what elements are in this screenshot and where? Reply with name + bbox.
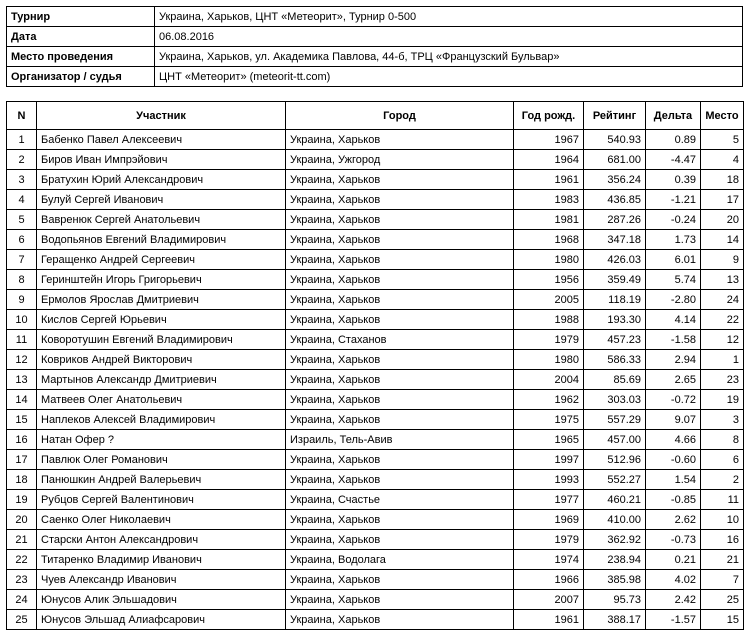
rating: 385.98 [584,570,646,590]
results-body [7,130,744,630]
birth-year: 1956 [514,270,584,290]
city: Украина, Харьков [286,370,514,390]
birth-year: 2007 [514,590,584,610]
participant-name: Вавренюк Сергей Анатольевич [37,210,286,230]
delta: 0.21 [646,550,701,570]
row-number: 19 [7,490,37,510]
delta: -0.73 [646,530,701,550]
row-number: 20 [7,510,37,530]
row-number: 23 [7,570,37,590]
rating: 118.19 [584,290,646,310]
city: Украина, Харьков [286,250,514,270]
place: 21 [701,550,744,570]
info-label: Место проведения [7,47,155,67]
place: 16 [701,530,744,550]
table-row [7,590,744,610]
city: Израиль, Тель-Авив [286,430,514,450]
city: Украина, Харьков [286,590,514,610]
city: Украина, Стаханов [286,330,514,350]
birth-year: 1966 [514,570,584,590]
rating: 457.00 [584,430,646,450]
place: 4 [701,150,744,170]
place: 18 [701,170,744,190]
city: Украина, Ужгород [286,150,514,170]
delta: 5.74 [646,270,701,290]
place: 23 [701,370,744,390]
birth-year: 1974 [514,550,584,570]
row-number: 25 [7,610,37,630]
delta: -0.60 [646,450,701,470]
row-number: 13 [7,370,37,390]
table-row [7,430,744,450]
rating: 95.73 [584,590,646,610]
participant-name: Титаренко Владимир Иванович [37,550,286,570]
col-number-header: N [7,102,37,130]
col-rating-header: Рейтинг [584,102,646,130]
table-row [7,570,744,590]
birth-year: 1979 [514,530,584,550]
rating: 362.92 [584,530,646,550]
table-row [7,470,744,490]
col-delta-header: Дельта [646,102,701,130]
city: Украина, Харьков [286,190,514,210]
row-number: 8 [7,270,37,290]
participant-name: Панюшкин Андрей Валерьевич [37,470,286,490]
place: 25 [701,590,744,610]
table-row [7,610,744,630]
info-row [7,27,743,47]
col-place-header: Место [701,102,744,130]
birth-year: 1980 [514,250,584,270]
city: Украина, Харьков [286,210,514,230]
city: Украина, Харьков [286,270,514,290]
participant-name: Рубцов Сергей Валентинович [37,490,286,510]
place: 12 [701,330,744,350]
birth-year: 1983 [514,190,584,210]
participant-name: Юнусов Алик Эльшадович [37,590,286,610]
participant-name: Наплеков Алексей Владимирович [37,410,286,430]
city: Украина, Харьков [286,290,514,310]
rating: 193.30 [584,310,646,330]
delta: -0.72 [646,390,701,410]
col-birth-year-header: Год рожд. [514,102,584,130]
row-number: 3 [7,170,37,190]
table-row [7,150,744,170]
place: 5 [701,130,744,150]
participant-name: Ковриков Андрей Викторович [37,350,286,370]
delta: -1.57 [646,610,701,630]
delta: -0.85 [646,490,701,510]
row-number: 6 [7,230,37,250]
table-row [7,290,744,310]
participant-name: Мартынов Александр Дмитриевич [37,370,286,390]
delta: -2.80 [646,290,701,310]
birth-year: 1969 [514,510,584,530]
delta: 0.89 [646,130,701,150]
birth-year: 1962 [514,390,584,410]
info-row [7,47,743,67]
rating: 388.17 [584,610,646,630]
place: 15 [701,610,744,630]
delta: 2.62 [646,510,701,530]
table-row [7,530,744,550]
birth-year: 1961 [514,610,584,630]
city: Украина, Харьков [286,170,514,190]
birth-year: 1988 [514,310,584,330]
participant-name: Чуев Александр Иванович [37,570,286,590]
birth-year: 1968 [514,230,584,250]
birth-year: 1993 [514,470,584,490]
results-header-row [7,102,744,130]
delta: -4.47 [646,150,701,170]
birth-year: 1997 [514,450,584,470]
birth-year: 1981 [514,210,584,230]
birth-year: 1980 [514,350,584,370]
place: 9 [701,250,744,270]
delta: -1.21 [646,190,701,210]
info-row [7,7,743,27]
city: Украина, Водолага [286,550,514,570]
table-row [7,350,744,370]
city: Украина, Харьков [286,230,514,250]
place: 22 [701,310,744,330]
info-row [7,67,743,87]
info-label: Организатор / судья [7,67,155,87]
table-row [7,510,744,530]
rating: 557.29 [584,410,646,430]
birth-year: 1961 [514,170,584,190]
place: 10 [701,510,744,530]
place: 7 [701,570,744,590]
participant-name: Матвеев Олег Анатольевич [37,390,286,410]
delta: 4.66 [646,430,701,450]
table-row [7,370,744,390]
row-number: 15 [7,410,37,430]
rating: 681.00 [584,150,646,170]
tournament-info-body [7,7,743,87]
delta: 2.94 [646,350,701,370]
rating: 540.93 [584,130,646,150]
city: Украина, Харьков [286,530,514,550]
place: 8 [701,430,744,450]
table-row [7,450,744,470]
participant-name: Коворотушин Евгений Владимирович [37,330,286,350]
birth-year: 1977 [514,490,584,510]
info-value: Украина, Харьков, ул. Академика Павлова, 44-б, ТРЦ «Французский Бульвар» [155,47,743,67]
rating: 436.85 [584,190,646,210]
participant-name: Старски Антон Александрович [37,530,286,550]
city: Украина, Харьков [286,350,514,370]
participant-name: Биров Иван Импрэйович [37,150,286,170]
row-number: 16 [7,430,37,450]
delta: 0.39 [646,170,701,190]
table-row [7,330,744,350]
rating: 586.33 [584,350,646,370]
row-number: 5 [7,210,37,230]
rating: 347.18 [584,230,646,250]
table-row [7,210,744,230]
row-number: 22 [7,550,37,570]
participant-name: Павлюк Олег Романович [37,450,286,470]
tournament-info-table [6,6,743,87]
col-city-header: Город [286,102,514,130]
place: 24 [701,290,744,310]
delta: 4.14 [646,310,701,330]
table-row [7,270,744,290]
info-label: Турнир [7,7,155,27]
place: 17 [701,190,744,210]
table-row [7,250,744,270]
place: 3 [701,410,744,430]
city: Украина, Харьков [286,130,514,150]
table-row [7,390,744,410]
rating: 238.94 [584,550,646,570]
table-row [7,230,744,250]
rating: 303.03 [584,390,646,410]
row-number: 21 [7,530,37,550]
rating: 512.96 [584,450,646,470]
info-value: Украина, Харьков, ЦНТ «Метеорит», Турнир 0-500 [155,7,743,27]
city: Украина, Харьков [286,510,514,530]
row-number: 14 [7,390,37,410]
row-number: 9 [7,290,37,310]
place: 20 [701,210,744,230]
birth-year: 1964 [514,150,584,170]
participant-name: Водопьянов Евгений Владимирович [37,230,286,250]
results-table [6,101,744,630]
city: Украина, Харьков [286,410,514,430]
city: Украина, Харьков [286,570,514,590]
table-row [7,410,744,430]
rating: 359.49 [584,270,646,290]
row-number: 1 [7,130,37,150]
birth-year: 1979 [514,330,584,350]
delta: 4.02 [646,570,701,590]
rating: 356.24 [584,170,646,190]
row-number: 24 [7,590,37,610]
table-row [7,190,744,210]
place: 14 [701,230,744,250]
delta: 9.07 [646,410,701,430]
table-row [7,550,744,570]
birth-year: 2005 [514,290,584,310]
rating: 85.69 [584,370,646,390]
delta: 2.42 [646,590,701,610]
city: Украина, Харьков [286,470,514,490]
table-row [7,310,744,330]
col-participant-header: Участник [37,102,286,130]
place: 1 [701,350,744,370]
city: Украина, Харьков [286,390,514,410]
participant-name: Саенко Олег Николаевич [37,510,286,530]
info-value: 06.08.2016 [155,27,743,47]
row-number: 4 [7,190,37,210]
delta: -1.58 [646,330,701,350]
table-row [7,170,744,190]
info-value: ЦНТ «Метеорит» (meteorit-tt.com) [155,67,743,87]
row-number: 7 [7,250,37,270]
row-number: 18 [7,470,37,490]
delta: 1.73 [646,230,701,250]
rating: 552.27 [584,470,646,490]
city: Украина, Харьков [286,610,514,630]
rating: 460.21 [584,490,646,510]
row-number: 12 [7,350,37,370]
city: Украина, Харьков [286,450,514,470]
info-label: Дата [7,27,155,47]
row-number: 11 [7,330,37,350]
participant-name: Булуй Сергей Иванович [37,190,286,210]
row-number: 17 [7,450,37,470]
delta: 6.01 [646,250,701,270]
table-row [7,490,744,510]
rating: 410.00 [584,510,646,530]
city: Украина, Счастье [286,490,514,510]
participant-name: Юнусов Эльшад Алиафсарович [37,610,286,630]
rating: 287.26 [584,210,646,230]
city: Украина, Харьков [286,310,514,330]
delta: 1.54 [646,470,701,490]
place: 2 [701,470,744,490]
participant-name: Братухин Юрий Александрович [37,170,286,190]
place: 19 [701,390,744,410]
participant-name: Кислов Сергей Юрьевич [37,310,286,330]
place: 6 [701,450,744,470]
row-number: 10 [7,310,37,330]
participant-name: Бабенко Павел Алексеевич [37,130,286,150]
birth-year: 2004 [514,370,584,390]
place: 13 [701,270,744,290]
participant-name: Ермолов Ярослав Дмитриевич [37,290,286,310]
rating: 457.23 [584,330,646,350]
rating: 426.03 [584,250,646,270]
delta: 2.65 [646,370,701,390]
delta: -0.24 [646,210,701,230]
participant-name: Геринштейн Игорь Григорьевич [37,270,286,290]
birth-year: 1967 [514,130,584,150]
row-number: 2 [7,150,37,170]
place: 11 [701,490,744,510]
participant-name: Геращенко Андрей Сергеевич [37,250,286,270]
table-row [7,130,744,150]
birth-year: 1975 [514,410,584,430]
birth-year: 1965 [514,430,584,450]
participant-name: Натан Офер ? [37,430,286,450]
